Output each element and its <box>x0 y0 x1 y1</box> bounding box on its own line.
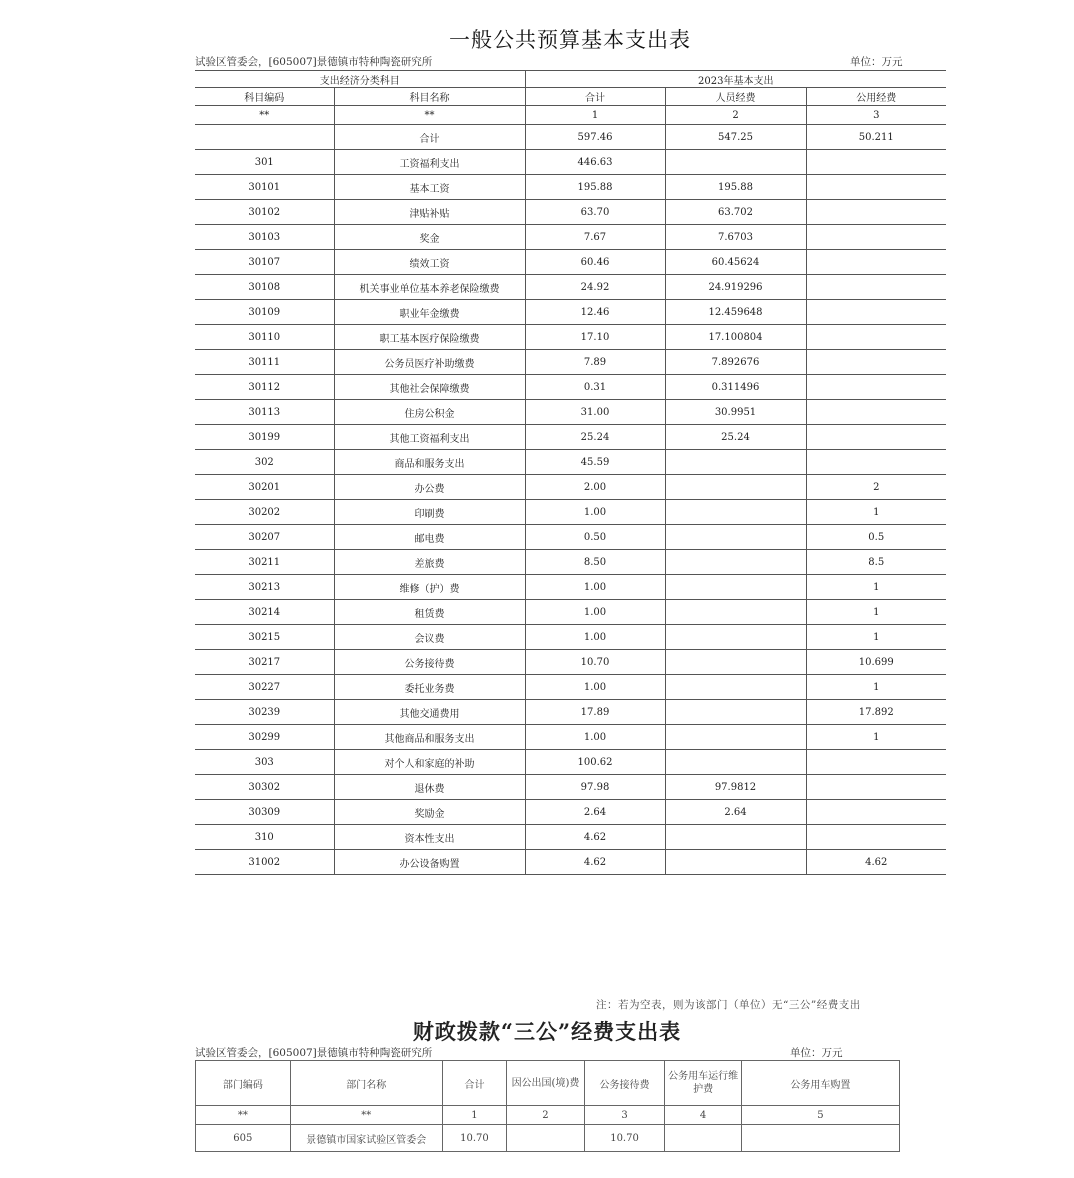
table-cell <box>195 125 334 150</box>
table-cell <box>806 150 946 175</box>
table-cell: 8.5 <box>806 550 946 575</box>
table-cell <box>665 825 806 850</box>
table-cell: 1.00 <box>525 725 665 750</box>
table-cell: 租赁费 <box>334 600 525 625</box>
table-cell <box>665 700 806 725</box>
table-cell: 资本性支出 <box>334 825 525 850</box>
table-row <box>195 850 946 875</box>
empty-table-note: 注：若为空表，则为该部门（单位）无“三公”经费支出 <box>596 999 861 1011</box>
table-cell: 景德镇市国家试验区管委会 <box>290 1125 442 1152</box>
index-cell: 2 <box>665 106 806 125</box>
table-cell: 30201 <box>195 475 334 500</box>
table-row <box>195 275 946 300</box>
table-cell <box>806 450 946 475</box>
index-cell: 3 <box>584 1106 665 1125</box>
table-row <box>195 475 946 500</box>
table-cell <box>665 850 806 875</box>
index-cell: ** <box>195 106 334 125</box>
table-cell: 0.31 <box>525 375 665 400</box>
table-cell: 10.70 <box>584 1125 665 1152</box>
table-cell <box>665 475 806 500</box>
table-cell: 1.00 <box>525 600 665 625</box>
table-cell: 605 <box>196 1125 291 1152</box>
table-cell <box>665 650 806 675</box>
table-cell: 30107 <box>195 250 334 275</box>
table-cell: 30299 <box>195 725 334 750</box>
table-cell: 办公费 <box>334 475 525 500</box>
three-public-expenditure-table <box>195 1060 900 1152</box>
table-cell: 30215 <box>195 625 334 650</box>
table-cell: 30111 <box>195 350 334 375</box>
table-cell: 会议费 <box>334 625 525 650</box>
table-cell: 25.24 <box>525 425 665 450</box>
table-row <box>195 300 946 325</box>
table-cell <box>665 550 806 575</box>
table-cell: 30108 <box>195 275 334 300</box>
table-cell: 30110 <box>195 325 334 350</box>
table-cell: 对个人和家庭的补助 <box>334 750 525 775</box>
table-cell: 1 <box>806 500 946 525</box>
table-row <box>195 775 946 800</box>
table-cell: 195.88 <box>665 175 806 200</box>
table-cell: 商品和服务支出 <box>334 450 525 475</box>
table-cell: 其他社会保障缴费 <box>334 375 525 400</box>
table-cell: 1.00 <box>525 625 665 650</box>
column-header: 公务用车运行维护费 <box>665 1061 742 1106</box>
table-cell <box>507 1125 585 1152</box>
table-cell: 办公设备购置 <box>334 850 525 875</box>
table-cell: 基本工资 <box>334 175 525 200</box>
table-cell: 4.62 <box>806 850 946 875</box>
table-cell: 邮电费 <box>334 525 525 550</box>
table-cell: 17.10 <box>525 325 665 350</box>
budget-table-org: 试验区管委会，[605007]景德镇市特种陶瓷研究所 <box>195 56 433 68</box>
table-cell: 1 <box>806 600 946 625</box>
table-cell: 446.63 <box>525 150 665 175</box>
index-cell: 1 <box>525 106 665 125</box>
table-row <box>195 200 946 225</box>
table-cell: 195.88 <box>525 175 665 200</box>
index-cell: 1 <box>442 1106 506 1125</box>
table-cell: 17.89 <box>525 700 665 725</box>
basic-expenditure-table <box>195 70 946 875</box>
table-row <box>195 450 946 475</box>
table-cell: 10.70 <box>525 650 665 675</box>
table-cell: 17.892 <box>806 700 946 725</box>
table-row <box>195 425 946 450</box>
table-row <box>195 250 946 275</box>
table-row <box>195 750 946 775</box>
table-cell: 其他工资福利支出 <box>334 425 525 450</box>
table-cell: 10.699 <box>806 650 946 675</box>
index-cell: ** <box>334 106 525 125</box>
table-row <box>195 350 946 375</box>
table-cell: 合计 <box>334 125 525 150</box>
table-cell: 30227 <box>195 675 334 700</box>
table-cell: 60.46 <box>525 250 665 275</box>
table-cell: 97.9812 <box>665 775 806 800</box>
column-header: 公用经费 <box>806 88 946 106</box>
table-row <box>195 375 946 400</box>
table-cell <box>665 625 806 650</box>
table-cell: 退休费 <box>334 775 525 800</box>
table-cell: 60.45624 <box>665 250 806 275</box>
table-cell: 30211 <box>195 550 334 575</box>
table-row <box>195 800 946 825</box>
index-cell: 4 <box>665 1106 742 1125</box>
table-cell: 住房公积金 <box>334 400 525 425</box>
table-cell: 30199 <box>195 425 334 450</box>
table-cell <box>806 300 946 325</box>
table-cell: 12.459648 <box>665 300 806 325</box>
budget-table-title: 一般公共预算基本支出表 <box>449 28 691 52</box>
table-cell: 奖金 <box>334 225 525 250</box>
table-cell: 31002 <box>195 850 334 875</box>
table-cell: 1 <box>806 625 946 650</box>
table-cell: 1.00 <box>525 675 665 700</box>
table-cell: 30213 <box>195 575 334 600</box>
table-cell: 31.00 <box>525 400 665 425</box>
three-public-table-unit: 单位：万元 <box>790 1047 843 1059</box>
table-cell <box>665 675 806 700</box>
table-cell: 30101 <box>195 175 334 200</box>
group-header: 支出经济分类科目 <box>195 71 525 88</box>
budget-table-unit: 单位：万元 <box>850 56 903 68</box>
index-cell: ** <box>290 1106 442 1125</box>
table-cell: 50.211 <box>806 125 946 150</box>
table-cell: 30112 <box>195 375 334 400</box>
table-cell <box>806 225 946 250</box>
budget-year-header: 2023年基本支出 <box>525 71 946 88</box>
table-cell: 1 <box>806 575 946 600</box>
table-row <box>195 125 946 150</box>
table-row <box>195 225 946 250</box>
table-row <box>195 150 946 175</box>
column-header: 人员经费 <box>665 88 806 106</box>
three-public-table-org: 试验区管委会，[605007]景德镇市特种陶瓷研究所 <box>195 1047 433 1059</box>
table-row <box>195 700 946 725</box>
table-row <box>195 625 946 650</box>
column-header: 合计 <box>442 1061 506 1106</box>
table-cell: 302 <box>195 450 334 475</box>
table-cell: 7.89 <box>525 350 665 375</box>
table-cell <box>806 200 946 225</box>
table-cell: 7.6703 <box>665 225 806 250</box>
table-cell <box>806 175 946 200</box>
table-cell: 30214 <box>195 600 334 625</box>
table-cell: 0.50 <box>525 525 665 550</box>
table-cell: 17.100804 <box>665 325 806 350</box>
table-cell: 301 <box>195 150 334 175</box>
table-cell: 63.702 <box>665 200 806 225</box>
table-cell: 印刷费 <box>334 500 525 525</box>
table-cell: 其他商品和服务支出 <box>334 725 525 750</box>
table-cell: 公务员医疗补助缴费 <box>334 350 525 375</box>
table-row <box>195 550 946 575</box>
table-cell: 97.98 <box>525 775 665 800</box>
table-cell: 4.62 <box>525 825 665 850</box>
table-cell <box>806 375 946 400</box>
table-row <box>196 1125 900 1152</box>
table-cell: 职工基本医疗保险缴费 <box>334 325 525 350</box>
table-cell: 1.00 <box>525 575 665 600</box>
table-row <box>195 575 946 600</box>
table-cell: 30239 <box>195 700 334 725</box>
table-cell: 维修（护）费 <box>334 575 525 600</box>
table-cell: 奖励金 <box>334 800 525 825</box>
table-cell <box>741 1125 899 1152</box>
table-cell <box>665 525 806 550</box>
table-cell: 津贴补贴 <box>334 200 525 225</box>
table-cell: 30103 <box>195 225 334 250</box>
table-cell: 63.70 <box>525 200 665 225</box>
index-cell: 3 <box>806 106 946 125</box>
table-cell: 4.62 <box>525 850 665 875</box>
table-cell <box>665 575 806 600</box>
column-header: 因公出国(境)费 <box>507 1061 585 1106</box>
table-cell <box>665 500 806 525</box>
table-row <box>195 725 946 750</box>
table-cell: 2.64 <box>525 800 665 825</box>
table-cell: 30.9951 <box>665 400 806 425</box>
index-cell: 2 <box>507 1106 585 1125</box>
table-row <box>195 600 946 625</box>
table-cell: 303 <box>195 750 334 775</box>
column-header: 部门名称 <box>290 1061 442 1106</box>
table-cell: 30217 <box>195 650 334 675</box>
table-cell <box>665 750 806 775</box>
column-header: 合计 <box>525 88 665 106</box>
column-header: 科目名称 <box>334 88 525 106</box>
table-cell: 0.311496 <box>665 375 806 400</box>
table-cell: 0.5 <box>806 525 946 550</box>
table-cell: 30113 <box>195 400 334 425</box>
table-cell: 24.92 <box>525 275 665 300</box>
table-cell <box>665 600 806 625</box>
table-cell: 30109 <box>195 300 334 325</box>
column-header: 科目编码 <box>195 88 334 106</box>
table-cell <box>806 400 946 425</box>
table-row <box>195 650 946 675</box>
table-cell: 30207 <box>195 525 334 550</box>
table-cell: 597.46 <box>525 125 665 150</box>
table-cell: 1 <box>806 725 946 750</box>
table-cell <box>665 725 806 750</box>
table-cell: 7.67 <box>525 225 665 250</box>
column-header: 部门编码 <box>196 1061 291 1106</box>
table-cell <box>806 825 946 850</box>
table-row <box>195 400 946 425</box>
table-cell: 12.46 <box>525 300 665 325</box>
table-cell: 机关事业单位基本养老保险缴费 <box>334 275 525 300</box>
table-row <box>195 525 946 550</box>
table-cell <box>806 775 946 800</box>
table-cell: 公务接待费 <box>334 650 525 675</box>
table-cell: 30102 <box>195 200 334 225</box>
table-cell: 绩效工资 <box>334 250 525 275</box>
table-cell: 10.70 <box>442 1125 506 1152</box>
table-cell <box>806 275 946 300</box>
table-cell <box>806 425 946 450</box>
table-row <box>195 675 946 700</box>
table-cell: 2 <box>806 475 946 500</box>
table-cell: 职业年金缴费 <box>334 300 525 325</box>
table-cell: 547.25 <box>665 125 806 150</box>
table-cell: 30302 <box>195 775 334 800</box>
table-cell <box>806 800 946 825</box>
table-row <box>195 500 946 525</box>
table-cell <box>665 450 806 475</box>
index-cell: ** <box>196 1106 291 1125</box>
table-cell <box>806 325 946 350</box>
table-cell: 310 <box>195 825 334 850</box>
table-cell: 2.00 <box>525 475 665 500</box>
column-header: 公务接待费 <box>584 1061 665 1106</box>
table-cell: 100.62 <box>525 750 665 775</box>
table-cell: 30202 <box>195 500 334 525</box>
table-cell: 30309 <box>195 800 334 825</box>
table-cell <box>665 150 806 175</box>
table-row <box>195 175 946 200</box>
table-cell: 工资福利支出 <box>334 150 525 175</box>
table-cell: 24.919296 <box>665 275 806 300</box>
table-cell: 差旅费 <box>334 550 525 575</box>
table-cell: 8.50 <box>525 550 665 575</box>
table-cell: 45.59 <box>525 450 665 475</box>
table-cell: 7.892676 <box>665 350 806 375</box>
table-cell: 1.00 <box>525 500 665 525</box>
table-cell <box>806 250 946 275</box>
table-cell <box>665 1125 742 1152</box>
table-cell: 1 <box>806 675 946 700</box>
table-row <box>195 325 946 350</box>
table-cell <box>806 750 946 775</box>
table-cell: 25.24 <box>665 425 806 450</box>
table-cell <box>806 350 946 375</box>
table-cell: 其他交通费用 <box>334 700 525 725</box>
three-public-table-title: 财政拨款“三公”经费支出表 <box>412 1019 682 1044</box>
table-cell: 2.64 <box>665 800 806 825</box>
table-row <box>195 825 946 850</box>
column-header: 公务用车购置 <box>741 1061 899 1106</box>
index-cell: 5 <box>741 1106 899 1125</box>
table-cell: 委托业务费 <box>334 675 525 700</box>
